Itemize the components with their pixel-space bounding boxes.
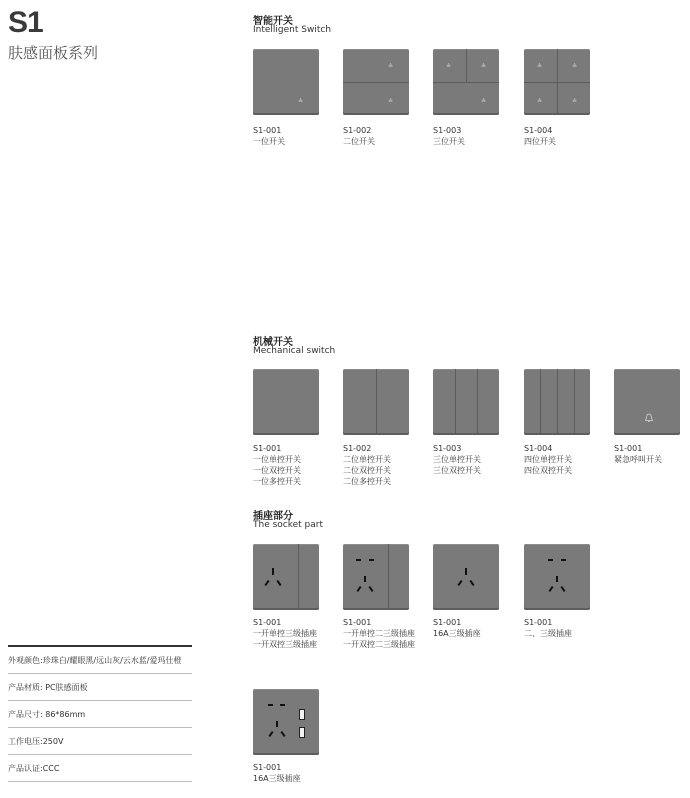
indicator-icon: ≙ <box>388 98 394 105</box>
panel-divider <box>298 544 299 610</box>
panel-divider <box>466 49 467 82</box>
product-desc: 四位单控开关 <box>524 455 572 464</box>
indicator-icon: ≙ <box>298 98 304 105</box>
smart-section-title: 智能开关 <box>253 16 293 27</box>
product-code: S1-002 <box>343 444 372 453</box>
product-desc: 一位单控开关 <box>253 455 301 464</box>
indicator-icon: ≙ <box>537 63 543 70</box>
product-code: S1-001 <box>343 618 372 627</box>
usb-port-icon <box>299 709 305 720</box>
panel-divider <box>388 544 389 610</box>
spec-size: 产品尺寸: 86*86mm <box>8 701 192 728</box>
panel-divider <box>343 82 409 83</box>
product-code: S1-001 <box>433 618 462 627</box>
indicator-icon: ≙ <box>537 98 543 105</box>
mechanical-switch-1gang-image <box>253 369 319 435</box>
product-code: S1-001 <box>253 763 282 772</box>
product-desc: 三位双控开关 <box>433 466 481 475</box>
product-code: S1-001 <box>253 444 282 453</box>
spec-voltage: 工作电压:250V <box>8 728 192 755</box>
spec-material: 产品材质: PC肤感面板 <box>8 674 192 701</box>
socket-section-subtitle: The socket part <box>253 520 324 530</box>
socket-section-title: 插座部分 <box>253 511 293 522</box>
socket-switch-5hole-image <box>343 544 409 610</box>
socket-item-5-caption <box>253 762 301 784</box>
product-desc: 一位多控开关 <box>253 477 301 486</box>
smart-item-2-caption <box>343 125 375 147</box>
usb-port-icon <box>299 727 305 738</box>
indicator-icon: ≙ <box>572 63 578 70</box>
mechanical-switch-4gang-image <box>524 369 590 435</box>
product-desc: 二、三级插座 <box>524 629 572 638</box>
product-desc: 四位双控开关 <box>524 466 572 475</box>
product-code: S1-001 <box>253 126 282 135</box>
product-code: S1-004 <box>524 444 553 453</box>
socket-16a-3pin-image <box>433 544 499 610</box>
product-code: S1-003 <box>433 126 462 135</box>
panel-divider <box>477 369 478 435</box>
panel-divider <box>376 369 377 435</box>
socket-switch-3pin-image <box>253 544 319 610</box>
product-code: S1-001 <box>253 618 282 627</box>
indicator-icon: ≙ <box>481 63 487 70</box>
mechanical-switch-3gang-image <box>433 369 499 435</box>
spec-certification: 产品认证:CCC <box>8 755 192 782</box>
product-code: S1-003 <box>433 444 462 453</box>
panel-divider <box>557 369 558 435</box>
product-desc: 二位开关 <box>343 137 375 146</box>
indicator-icon: ≙ <box>446 63 452 70</box>
product-code: S1-002 <box>343 126 372 135</box>
socket-item-1-caption <box>253 617 317 650</box>
product-desc: 16A三级插座 <box>253 774 301 783</box>
mechanical-item-2-caption <box>343 443 391 487</box>
smart-switch-2gang-image <box>343 49 409 115</box>
indicator-icon: ≙ <box>481 98 487 105</box>
product-code: S1-001 <box>614 444 643 453</box>
socket-item-2-caption <box>343 617 415 650</box>
product-desc: 一开双控三级插座 <box>253 640 317 649</box>
socket-usb-image <box>253 689 319 755</box>
indicator-icon: ≙ <box>572 98 578 105</box>
spec-color: 外观颜色:珍珠白/耀眼黑/远山灰/云水蓝/爱玛仕橙 <box>8 647 192 674</box>
mechanical-item-1-caption <box>253 443 301 487</box>
product-code: S1-004 <box>524 126 553 135</box>
indicator-icon: ≙ <box>388 63 394 70</box>
series-subtitle: 肤感面板系列 <box>8 44 99 62</box>
product-desc: 二位双控开关 <box>343 466 391 475</box>
product-desc: 四位开关 <box>524 137 556 146</box>
product-desc: 二位多控开关 <box>343 477 391 486</box>
panel-divider <box>433 82 499 83</box>
product-desc: 一位双控开关 <box>253 466 301 475</box>
bell-icon <box>644 413 654 426</box>
product-code: S1-001 <box>524 618 553 627</box>
product-desc: 16A三级插座 <box>433 629 481 638</box>
mechanical-item-5-caption <box>614 443 662 465</box>
socket-item-3-caption <box>433 617 481 639</box>
product-desc: 一开单控二三级插座 <box>343 629 415 638</box>
product-desc: 紧急呼叫开关 <box>614 455 662 464</box>
socket-5hole-image <box>524 544 590 610</box>
mechanical-item-4-caption <box>524 443 572 476</box>
product-desc: 三位开关 <box>433 137 465 146</box>
product-desc: 二位单控开关 <box>343 455 391 464</box>
product-desc: 三位单控开关 <box>433 455 481 464</box>
smart-item-1-caption <box>253 125 285 147</box>
mechanical-switch-2gang-image <box>343 369 409 435</box>
socket-item-4-caption <box>524 617 572 639</box>
series-title: S1 <box>8 6 43 39</box>
mechanical-section-subtitle: Mechanical switch <box>253 346 336 356</box>
panel-divider <box>455 369 456 435</box>
panel-divider <box>557 49 558 115</box>
smart-item-4-caption <box>524 125 556 147</box>
smart-item-3-caption <box>433 125 465 147</box>
mechanical-section-title: 机械开关 <box>253 337 293 348</box>
smart-switch-3gang-image <box>433 49 499 115</box>
product-desc: 一开双控二三级插座 <box>343 640 415 649</box>
panel-divider <box>540 369 541 435</box>
product-desc: 一位开关 <box>253 137 285 146</box>
smart-section-subtitle: Intelligent Switch <box>253 25 332 35</box>
smart-switch-1gang-image <box>253 49 319 115</box>
panel-divider <box>574 369 575 435</box>
emergency-call-switch-image <box>614 369 680 435</box>
product-desc: 一开单控三级插座 <box>253 629 317 638</box>
mechanical-item-3-caption <box>433 443 481 476</box>
smart-switch-4gang-image <box>524 49 590 115</box>
